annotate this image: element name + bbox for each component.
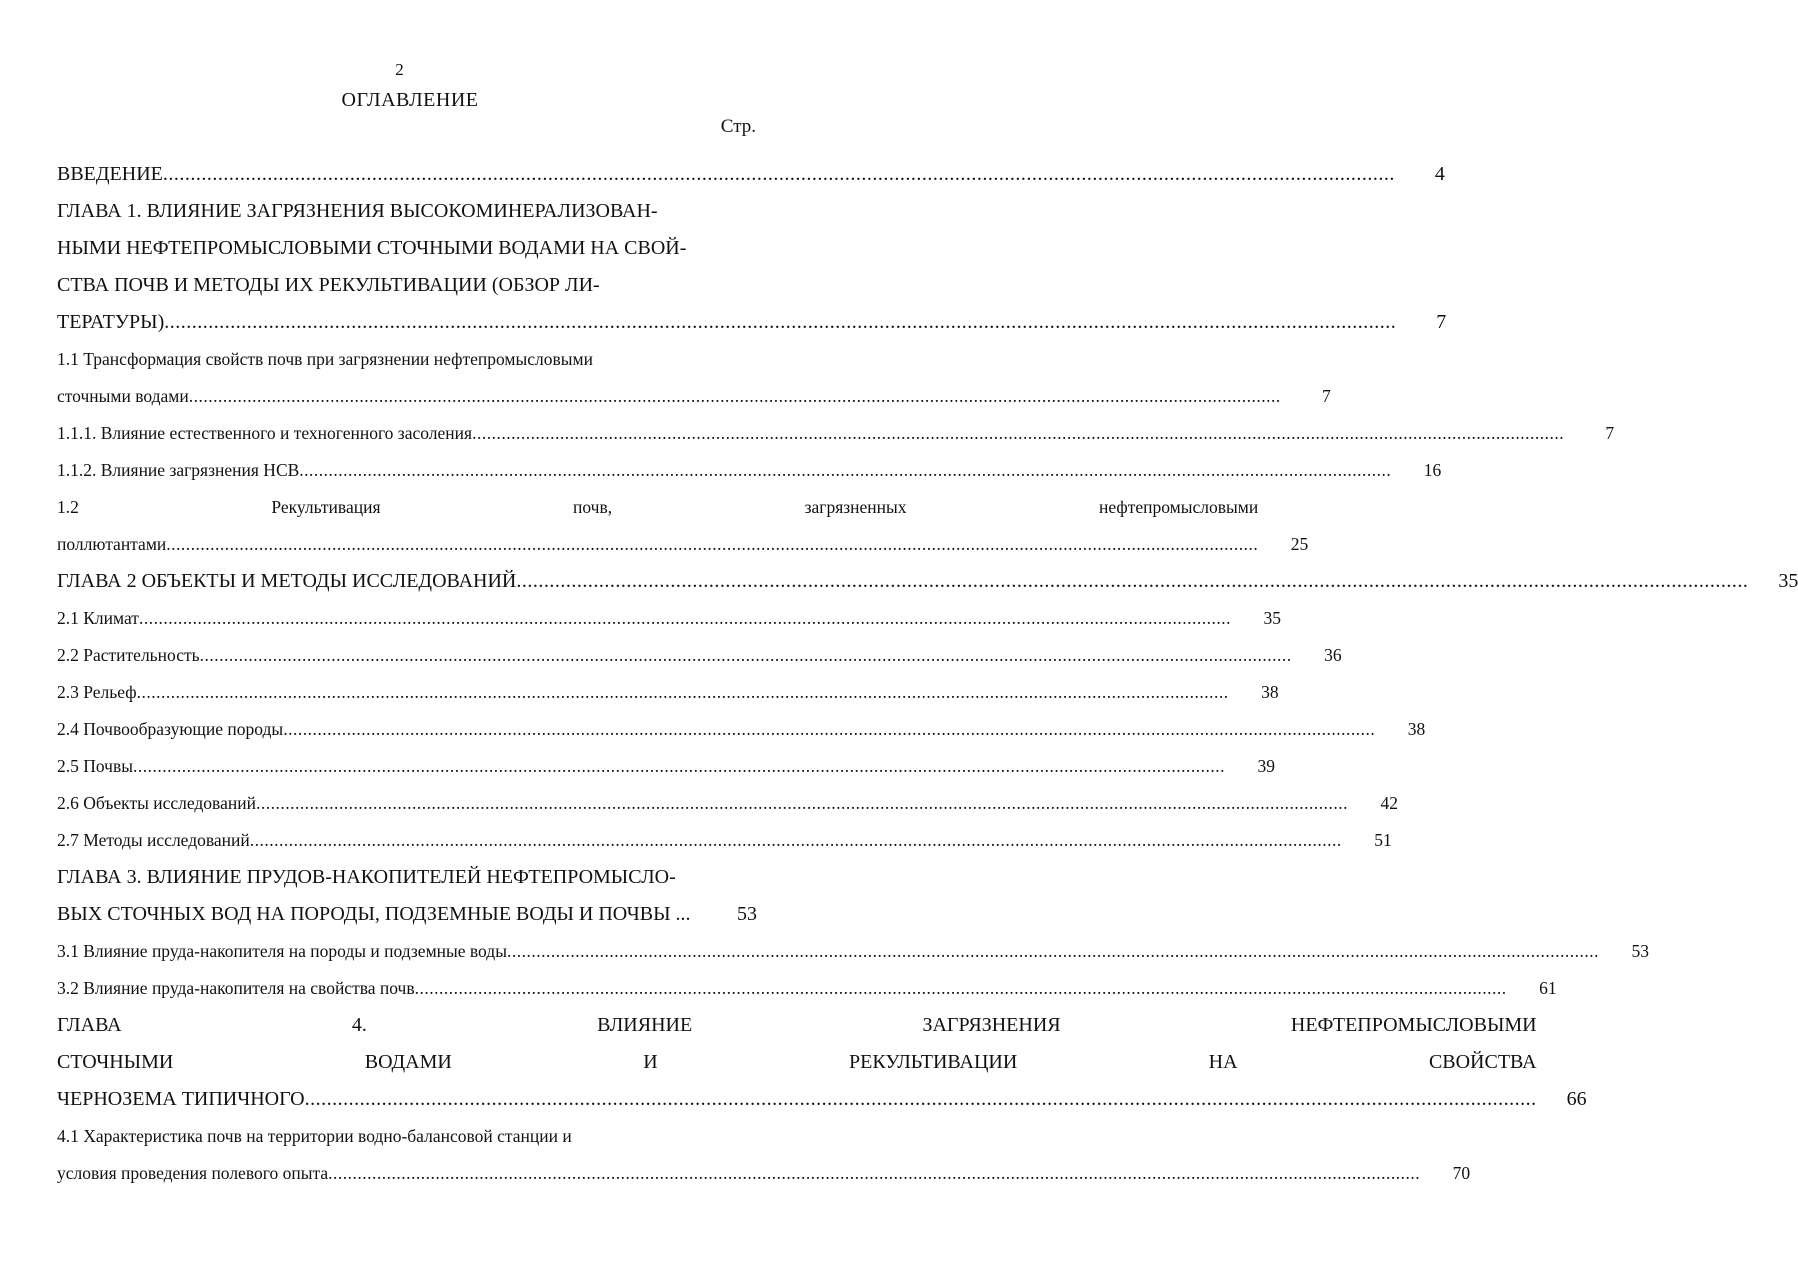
toc-section-entry[interactable] — [57, 489, 1309, 563]
table-of-contents — [57, 156, 1798, 1192]
toc-entry-line: 1.1 Трансформация свойств почв при загрязнении нефтепромысловыми — [57, 349, 593, 369]
toc-page-number: 42 — [1380, 793, 1398, 813]
toc-entry-line — [57, 378, 1281, 415]
toc-entry-line — [57, 970, 1507, 1007]
toc-entry-label: ВВЕДЕНИЕ — [57, 163, 163, 185]
toc-section-entry[interactable] — [57, 637, 1342, 674]
dot-leader — [305, 1081, 1537, 1118]
toc-entry-line: СТВА ПОЧВ И МЕТОДЫ ИХ РЕКУЛЬТИВАЦИИ (ОБЗОР ЛИ- — [57, 274, 600, 296]
toc-entry-line — [57, 563, 1748, 600]
toc-section-entry[interactable] — [57, 452, 1442, 489]
toc-chapter-entry[interactable] — [57, 1007, 1587, 1118]
toc-section-entry[interactable] — [57, 415, 1615, 452]
toc-entry-text — [57, 822, 1342, 859]
toc-entry-label: 1.1.2. Влияние загрязнения НСВ — [57, 460, 300, 480]
toc-entry-line — [57, 822, 1342, 859]
toc-entry-label: поллютантами — [57, 534, 167, 554]
toc-section-entry[interactable] — [57, 711, 1426, 748]
toc-entry-line: ГЛАВА 3. ВЛИЯНИЕ ПРУДОВ-НАКОПИТЕЛЕЙ НЕФТЕПРОМЫСЛО- — [57, 866, 676, 888]
toc-entry-label: 2.5 Почвы — [57, 756, 134, 776]
toc-entry-line — [57, 674, 1229, 711]
toc-section-entry[interactable] — [57, 1118, 1471, 1192]
toc-entry-label: условия проведения полевого опыта — [57, 1163, 329, 1183]
toc-entry-line — [57, 711, 1375, 748]
toc-entry-text — [57, 489, 1258, 563]
dot-leader — [516, 563, 1748, 600]
toc-entry-line: ВЫХ СТОЧНЫХ ВОД НА ПОРОДЫ, ПОДЗЕМНЫЕ ВОДЫ И ПОЧВЫ ... — [57, 903, 691, 925]
toc-title: ОГЛАВЛЕНИЕ — [341, 89, 479, 111]
toc-section-entry[interactable] — [57, 970, 1557, 1007]
toc-entry-line: ГЛАВА 4. ВЛИЯНИЕ ЗАГРЯЗНЕНИЯ НЕФТЕПРОМЫСЛОВЫМИ — [57, 1014, 1537, 1036]
toc-page-number: 25 — [1290, 534, 1309, 554]
toc-page-number: 38 — [1261, 682, 1279, 702]
toc-page-number: 39 — [1257, 756, 1276, 776]
toc-entry-text — [57, 563, 1748, 600]
toc-entry-text — [57, 452, 1391, 489]
dot-leader — [283, 711, 1375, 748]
toc-page-number: 7 — [1321, 386, 1331, 406]
toc-entry-text — [57, 156, 1395, 193]
toc-page-number: 35 — [1263, 608, 1281, 628]
toc-entry-line — [57, 415, 1564, 452]
toc-entry-line — [57, 156, 1395, 193]
toc-entry-line — [57, 1155, 1420, 1192]
toc-entry-label: ГЛАВА 2 ОБЪЕКТЫ И МЕТОДЫ ИССЛЕДОВАНИЙ — [57, 570, 517, 592]
dot-leader — [328, 1155, 1420, 1192]
toc-entry-text — [57, 674, 1229, 711]
toc-page-number: 16 — [1423, 460, 1442, 480]
toc-entry-text — [57, 193, 1396, 341]
dot-leader — [415, 970, 1507, 1007]
dot-leader — [163, 156, 1395, 193]
toc-entry-text — [57, 415, 1564, 452]
toc-entry-line — [57, 452, 1391, 489]
toc-entry-label: ЧЕРНОЗЕМА ТИПИЧНОГО — [57, 1088, 305, 1110]
toc-entry-label: сточными водами — [57, 386, 189, 406]
toc-entry-label: 3.2 Влияние пруда-накопителя на свойства почв — [57, 978, 415, 998]
toc-entry-label: 2.7 Методы исследований — [57, 830, 250, 850]
toc-entry-label: 2.6 Объекты исследований — [57, 793, 256, 813]
dot-leader — [189, 378, 1281, 415]
toc-entry-line — [57, 304, 1396, 341]
toc-section-entry[interactable] — [57, 748, 1276, 785]
toc-section-entry[interactable] — [57, 674, 1279, 711]
toc-page-number: 38 — [1407, 719, 1426, 739]
toc-entry-line: СТОЧНЫМИ ВОДАМИ И РЕКУЛЬТИВАЦИИ НА СВОЙСТВА — [57, 1051, 1537, 1073]
toc-entry-line — [57, 933, 1599, 970]
toc-entry-line: НЫМИ НЕФТЕПРОМЫСЛОВЫМИ СТОЧНЫМИ ВОДАМИ НА СВОЙ- — [57, 237, 687, 259]
dot-leader — [166, 526, 1258, 563]
toc-entry-line — [57, 526, 1258, 563]
toc-entry-label: 2.4 Почвообразующие породы — [57, 719, 284, 739]
toc-entry-line — [57, 1081, 1537, 1118]
toc-entry-label: 1.1.1. Влияние естественного и техногенного засоления — [57, 423, 473, 443]
dot-leader — [200, 637, 1292, 674]
dot-leader — [164, 304, 1396, 341]
toc-entry-text — [57, 933, 1599, 970]
toc-section-entry[interactable] — [57, 341, 1331, 415]
toc-entry-text — [57, 970, 1507, 1007]
toc-entry-text — [57, 785, 1348, 822]
toc-page-number: 36 — [1324, 645, 1342, 665]
toc-chapter-entry[interactable] — [57, 859, 757, 933]
toc-page-number: 70 — [1452, 1163, 1471, 1183]
toc-entry-line — [57, 785, 1348, 822]
toc-page-number: 35 — [1778, 570, 1798, 592]
toc-entry-line: 1.2 Рекультивация почв, загрязненных нефтепромысловыми — [57, 497, 1259, 517]
toc-page-number: 61 — [1539, 978, 1557, 998]
toc-entry-text — [57, 637, 1292, 674]
toc-chapter-entry[interactable] — [57, 193, 1447, 341]
toc-entry-line — [57, 600, 1231, 637]
toc-entry-text — [57, 711, 1375, 748]
toc-chapter-entry[interactable] — [57, 563, 1798, 600]
toc-section-entry[interactable] — [57, 822, 1392, 859]
toc-entry-text — [57, 859, 707, 933]
toc-entry-text — [57, 600, 1231, 637]
dot-leader — [472, 415, 1564, 452]
toc-page-number: 66 — [1566, 1088, 1587, 1110]
toc-section-entry[interactable] — [57, 600, 1281, 637]
toc-page-number: 4 — [1434, 163, 1445, 185]
toc-section-entry[interactable] — [57, 933, 1649, 970]
toc-entry-label: 3.1 Влияние пруда-накопителя на породы и подземные воды — [57, 941, 507, 961]
page-number: 2 — [395, 60, 404, 79]
toc-entry-label: 2.2 Растительность — [57, 645, 200, 665]
toc-page-number: 53 — [737, 903, 757, 925]
toc-entry-line: ГЛАВА 1. ВЛИЯНИЕ ЗАГРЯЗНЕНИЯ ВЫСОКОМИНЕРАЛИЗОВАН- — [57, 200, 658, 222]
toc-page-number: 51 — [1374, 830, 1392, 850]
dot-leader — [507, 933, 1599, 970]
toc-entry-text — [57, 1007, 1537, 1118]
dot-leader — [137, 674, 1229, 711]
dot-leader — [256, 785, 1348, 822]
dot-leader — [139, 600, 1231, 637]
toc-chapter-entry[interactable] — [57, 156, 1445, 193]
toc-entry-line: 4.1 Характеристика почв на территории водно-балансовой станции и — [57, 1126, 572, 1146]
toc-entry-text — [57, 748, 1225, 785]
toc-section-entry[interactable] — [57, 785, 1398, 822]
page-column-label: Стр. — [720, 116, 756, 137]
toc-entry-label: 2.3 Рельеф — [57, 682, 137, 702]
toc-entry-label: 2.1 Климат — [57, 608, 139, 628]
toc-entry-label: ТЕРАТУРЫ) — [57, 311, 165, 333]
toc-entry-text — [57, 341, 1281, 415]
toc-page-number: 7 — [1436, 311, 1447, 333]
dot-leader — [250, 822, 1342, 859]
toc-page-number: 7 — [1605, 423, 1615, 443]
toc-entry-text — [57, 1118, 1420, 1192]
dot-leader — [299, 452, 1391, 489]
toc-entry-line — [57, 748, 1225, 785]
toc-entry-line — [57, 637, 1292, 674]
toc-page-number: 53 — [1631, 941, 1649, 961]
dot-leader — [133, 748, 1225, 785]
